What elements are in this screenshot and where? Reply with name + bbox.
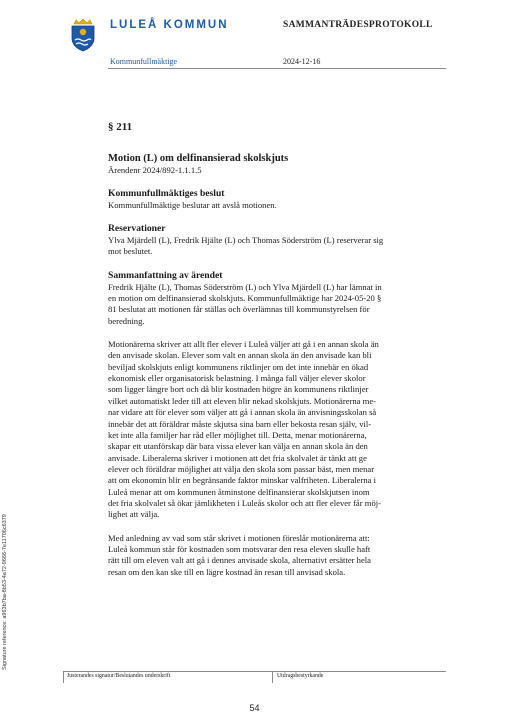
motion-title: Motion (L) om delfinansierad skolskjuts [108,153,289,165]
text-line: beviljad skolskjuts enligt kommunens riktlinjer om det inte innebär en ökad [108,361,369,372]
text-line: vilket automatiskt leder till att eleven blir nekad skolskjuts. Motionärerna me- [108,395,377,406]
case-number: Ärendenr 2024/892-1.1.1.5 [108,165,202,176]
text-line: som ligger längre bort och då blir kostnaden högre än kommunens riktlinjer [108,384,369,395]
text-line: innebär det att föräldrar måste skjutsa sina barn eller bekosta resan själv, vil- [108,418,372,429]
text-line: Motionärerna skriver att allt fler elever i Luleå väljer att gå i en annan skola än [108,339,379,350]
text-line: beredning. [108,315,145,326]
document-type: SAMMANTRÄDESPROTOKOLL [283,20,433,30]
organization-name: LULEÅ KOMMUN [110,19,229,31]
text-line: Ylva Mjärdell (L), Fredrik Hjälte (L) och Thomas Söderström (L) reserverar sig [108,235,384,246]
signature-label: Justerandes signatur/Beslutandes underskrift [67,673,171,679]
summary-paragraph-2 [108,339,446,521]
footer-divider-middle [272,671,273,683]
text-line: att om ekonomin blir en begränsande faktor minskar valfriheten. Liberalerna i [108,475,376,486]
text-line: mot beslutet. [108,246,153,257]
text-line: Med anledning av vad som står skrivet i motionen föreslår motionärerna att: [108,532,370,543]
summary-paragraph-1 [108,282,446,327]
footer-divider-left [63,671,64,683]
text-line: nar vidare att för elever som väljer att gå i annan skola än anvisningsskolan så [108,407,377,418]
text-line: den anvisade skolan. Elever som valt en annan skola än den anvisade kan bli [108,350,372,361]
text-line: anvisade. Liberalerna skriver i motionen att det fria skolvalet är tänkt att ge [108,452,367,463]
excerpt-label: Utdragsbestyrkande [277,673,324,679]
text-line: 81 beslutat att motionen får ställas och överlämnas till kommunstyrelsen för [108,304,370,315]
header-divider [108,68,446,69]
meeting-date: 2024-12-16 [283,57,321,66]
decision-heading: Kommunfullmäktiges beslut [108,187,225,199]
minutes-body [108,122,446,578]
text-line: resan om den kan ske till en lägre kostnad än resan till anvisad skola. [108,566,346,577]
text-line: ket inte alla familjer har råd eller möjlighet till. Detta, menar motionärerna, [108,429,367,440]
text-line: en motion om delfinansierad skolskjuts. Kommunfullmäktige har 2024-05-20 § [108,293,382,304]
text-line: det fria skolvalet så ökar jämlikheten i Luleås skolor och att fler elever får möj- [108,497,381,508]
unit-name: Kommunfullmäktige [110,57,178,66]
summary-paragraph-3 [108,533,446,578]
text-line: ekonomisk eller organisatorisk belastning. I många fall väljer elever skolor [108,373,366,384]
text-line: lighet att välja. [108,509,160,520]
signature-reference: Signature reference: a963b7ba-8b53-4a72-9666-7e11706c6379 [2,514,8,670]
text-line: rätt till om eleven valt att gå i dennes anvisade skola, alternativt ersätter hela [108,555,371,566]
text-line: Luleå menar att om kommunen åtminstone delfinansierar skolskjutsen inom [108,486,370,497]
reservations-text [108,235,446,258]
coat-of-arms-icon [70,18,96,52]
text-line: Fredrik Hjälte (L), Thomas Söderström (L) och Ylva Mjärdell (L) har lämnat in [108,281,382,292]
section-number: § 211 [108,121,133,133]
decision-text: Kommunfullmäktige beslutar att avslå motionen. [108,199,277,210]
reservations-heading: Reservationer [108,223,166,235]
footer-divider [63,671,446,672]
summary-heading: Sammanfattning av ärendet [108,269,223,281]
text-line: skapar ett utanförskap där bara vissa elever kan välja en annan skola än den [108,441,368,452]
text-line: Luleå kommun står för kostnaden som motsvarar den resa eleven skulle haft [108,543,371,554]
text-line: elever och föräldrar möjlighet att välja den skola som passar bäst, men menar [108,463,375,474]
page-number: 54 [249,703,260,713]
